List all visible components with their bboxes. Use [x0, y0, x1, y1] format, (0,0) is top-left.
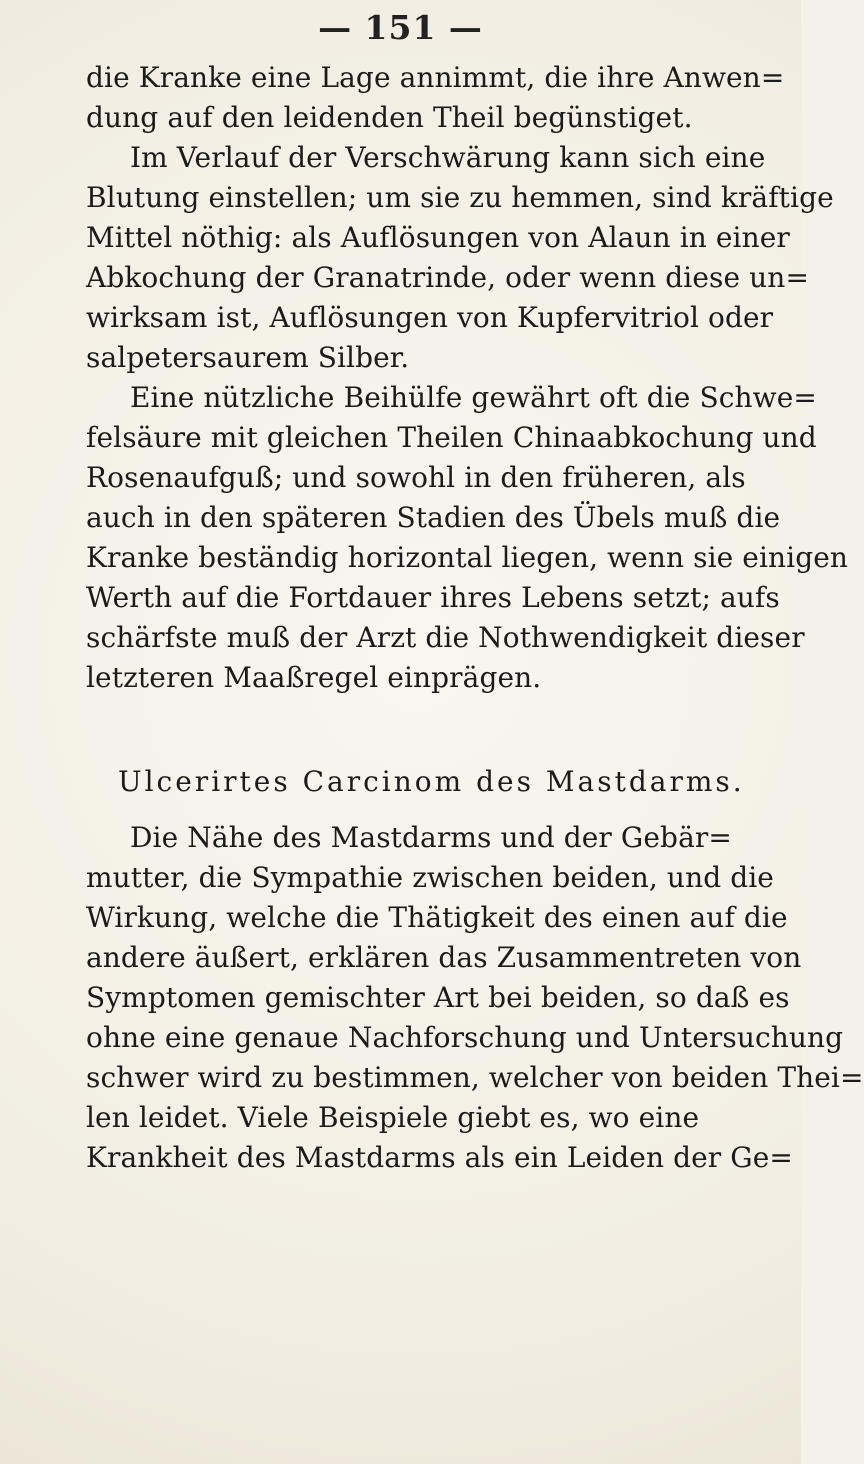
- paragraph-3-line-6: Werth auf die Fortdauer ihres Lebens setzt; aufs: [86, 581, 780, 614]
- paragraph-3-line-1: Eine nützliche Beihülfe gewährt oft die Schwe=: [130, 381, 817, 414]
- section-paragraph-line-9: Krankheit des Mastdarms als ein Leiden der Ge=: [86, 1141, 793, 1174]
- section-paragraph-line-8: len leidet. Viele Beispiele giebt es, wo eine: [86, 1101, 700, 1134]
- section-paragraph-line-3: Wirkung, welche die Thätigkeit des einen auf die: [86, 901, 788, 934]
- paragraph-3-line-7: schärfste muß der Arzt die Nothwendigkeit dieser: [86, 621, 805, 654]
- section-paragraph-line-4: andere äußert, erklären das Zusammentreten von: [86, 941, 802, 974]
- paragraph-2-line-2: Blutung einstellen; um sie zu hemmen, sind kräftige: [86, 181, 834, 214]
- paragraph-1-line-2: dung auf den leidenden Theil begünstiget.: [86, 101, 693, 134]
- paragraph-2-line-4: Abkochung der Granatrinde, oder wenn diese un=: [86, 261, 810, 294]
- paragraph-3-line-8: letzteren Maaßregel einprägen.: [86, 661, 542, 694]
- paragraph-2: [86, 138, 834, 378]
- paragraph-2-line-3: Mittel nöthig: als Auflösungen von Alaun in einer: [86, 221, 790, 254]
- section-paragraph-line-6: ohne eine genaue Nachforschung und Untersuchung: [86, 1021, 844, 1054]
- paragraph-1: [86, 58, 785, 138]
- section-paragraph-line-2: mutter, die Sympathie zwischen beiden, und die: [86, 861, 774, 894]
- paragraph-3-line-3: Rosenaufguß; und sowohl in den früheren, als: [86, 461, 746, 494]
- paragraph-3-line-2: felsäure mit gleichen Theilen Chinaabkochung und: [86, 421, 817, 454]
- paragraph-2-line-5: wirksam ist, Auflösungen von Kupfervitriol oder: [86, 301, 774, 334]
- paragraph-2-line-6: salpetersaurem Silber.: [86, 341, 410, 374]
- section-heading: Ulcerirtes Carcinom des Mastdarms.: [118, 765, 745, 798]
- paragraph-2-line-1: Im Verlauf der Verschwärung kann sich eine: [130, 141, 766, 174]
- paragraph-3-line-4: auch in den späteren Stadien des Übels muß die: [86, 501, 781, 534]
- paragraph-3-line-5: Kranke beständig horizontal liegen, wenn sie einigen: [86, 541, 849, 574]
- section-paragraph-line-7: schwer wird zu bestimmen, welcher von beiden Thei=: [86, 1061, 864, 1094]
- section-paragraph-line-1: Die Nähe des Mastdarms und der Gebär=: [130, 821, 732, 854]
- paragraph-3: [86, 378, 849, 698]
- page-number: — 151 —: [318, 8, 483, 47]
- section-paragraph-line-5: Symptomen gemischter Art bei beiden, so daß es: [86, 981, 790, 1014]
- section-paragraph: [86, 818, 864, 1178]
- paragraph-1-line-1: die Kranke eine Lage annimmt, die ihre Anwen=: [86, 61, 785, 94]
